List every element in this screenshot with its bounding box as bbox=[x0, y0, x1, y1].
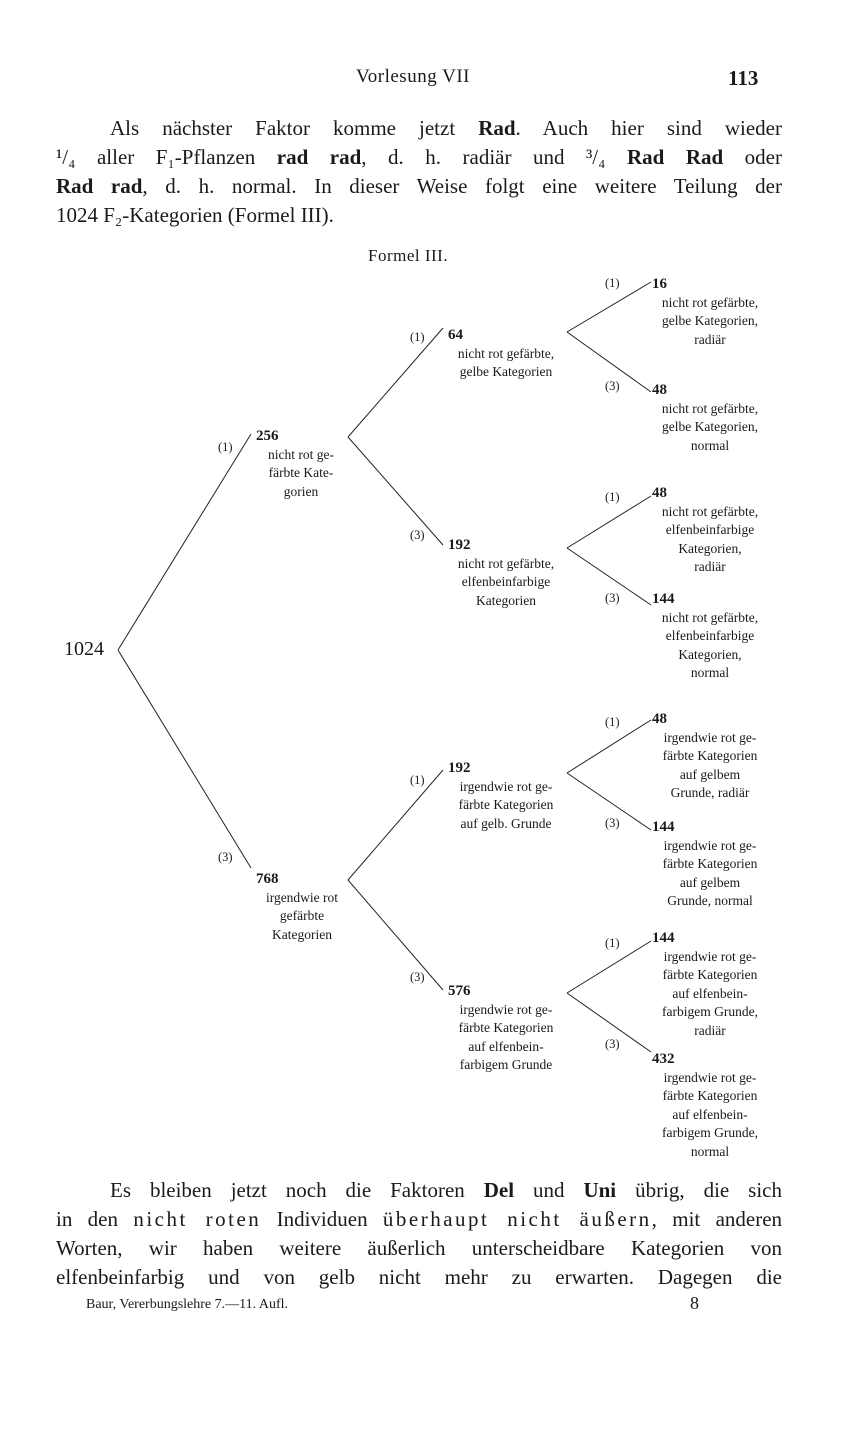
tree-leaf-432: 432 irgendwie rot ge- färbte Kategorien auf elfenbein- farbigem Grunde, normal bbox=[652, 1051, 758, 1159]
factor-del: Del bbox=[483, 1178, 515, 1202]
signature-mark: 8 bbox=[690, 1293, 699, 1313]
factor-uni: Uni bbox=[583, 1178, 617, 1202]
prob-label: (1) bbox=[605, 490, 620, 504]
tree-node-576: 576 irgendwie rot ge- färbte Kategorien auf elfenbein- farbigem Grunde bbox=[448, 983, 554, 1072]
outro-line-1: Es bleiben jetzt noch die Faktoren Del und Uni übrig, die sich bbox=[110, 1178, 783, 1202]
prob-label: (1) bbox=[605, 276, 620, 290]
page-number: 113 bbox=[728, 66, 759, 90]
outro-line-2: in den nicht roten Individuen überhaupt nicht äußern, mit anderen bbox=[56, 1207, 783, 1231]
tree-node-192-red-yellow: 192 irgendwie rot ge- färbte Kategorien auf gelb. Grunde bbox=[448, 760, 554, 831]
branch-256-lower bbox=[348, 437, 443, 545]
branch-root-lower bbox=[118, 650, 251, 868]
outro-line-3: Worten, wir haben weitere äußerlich unterscheidbare Kategorien von bbox=[56, 1236, 782, 1260]
prob-label: (3) bbox=[605, 816, 620, 830]
footer-source: Baur, Vererbungslehre 7.—11. Aufl. bbox=[86, 1297, 289, 1312]
prob-label: (1) bbox=[410, 330, 425, 344]
outro-paragraph bbox=[56, 1176, 782, 1292]
prob-label: (3) bbox=[605, 1037, 620, 1051]
tree-node-192-ivory: 192 nicht rot gefärbte, elfenbeinfarbige Kategorien bbox=[448, 537, 555, 608]
genotype-RadRad: Rad Rad bbox=[626, 145, 724, 169]
tree-leaf-48-ivory: 48 nicht rot gefärbte, elfenbeinfarbige Kategorien, radiär bbox=[652, 485, 759, 574]
root-node-1024: 1024 bbox=[64, 638, 104, 660]
intro-line-4: 1024 F₂-Kategorien (Formel III). bbox=[56, 203, 334, 227]
prob-label: (3) bbox=[410, 528, 425, 542]
prob-label: (3) bbox=[410, 970, 425, 984]
prob-label: (1) bbox=[218, 440, 233, 454]
branch-root-upper bbox=[118, 434, 251, 650]
tree-leaf-144-ivory: 144 nicht rot gefärbte, elfenbeinfarbige Kategorien, normal bbox=[652, 591, 759, 680]
tree-leaf-48-yellow: 48 nicht rot gefärbte, gelbe Kategorien, normal bbox=[652, 382, 759, 453]
tree-leaf-16: 16 nicht rot gefärbte, gelbe Kategorien, radiär bbox=[652, 276, 759, 347]
factor-rad: Rad bbox=[478, 116, 516, 140]
branch-256-upper bbox=[348, 328, 443, 437]
prob-label: (1) bbox=[410, 773, 425, 787]
tree-node-256: 256 nicht rot ge- färbte Kate- gorien bbox=[256, 428, 334, 499]
prob-label: (3) bbox=[605, 591, 620, 605]
tree-node-768: 768 irgendwie rot gefärbte Kategorien bbox=[256, 871, 339, 942]
prob-label: (3) bbox=[218, 850, 233, 864]
branch-768-lower bbox=[348, 880, 443, 990]
prob-label: (3) bbox=[605, 379, 620, 393]
genotype-Radrad: Rad rad bbox=[56, 174, 143, 198]
running-head: Vorlesung VII bbox=[356, 66, 470, 87]
figure-title: Formel III. bbox=[368, 246, 449, 265]
prob-label: (1) bbox=[605, 936, 620, 950]
tree-leaf-48-red-yellow: 48 irgendwie rot ge- färbte Kategorien auf gelbem Grunde, radiär bbox=[652, 711, 758, 800]
intro-line-2: ¹/₄ aller F₁-Pflanzen rad rad, d. h. radiär und ³/₄ Rad Rad oder bbox=[56, 145, 782, 169]
outro-line-4: elfenbeinfarbig und von gelb nicht mehr zu erwarten. Dagegen die bbox=[56, 1265, 782, 1289]
genotype-radrad: rad rad bbox=[276, 145, 362, 169]
branch-768-upper bbox=[348, 770, 443, 880]
intro-line-1: Als nächster Faktor komme jetzt Rad. Auch hier sind wieder bbox=[110, 116, 782, 140]
tree-leaf-144-red-ivory: 144 irgendwie rot ge- färbte Kategorien auf elfenbein- farbigem Grunde, radiär bbox=[652, 930, 758, 1038]
tree-node-64: 64 nicht rot gefärbte, gelbe Kategorien bbox=[448, 327, 555, 379]
intro-line-3: Rad rad, d. h. normal. In dieser Weise folgt eine weitere Teilung der bbox=[56, 174, 782, 198]
prob-label: (1) bbox=[605, 715, 620, 729]
tree-leaf-144-red-yellow: 144 irgendwie rot ge- färbte Kategorien auf gelbem Grunde, normal bbox=[652, 819, 758, 908]
